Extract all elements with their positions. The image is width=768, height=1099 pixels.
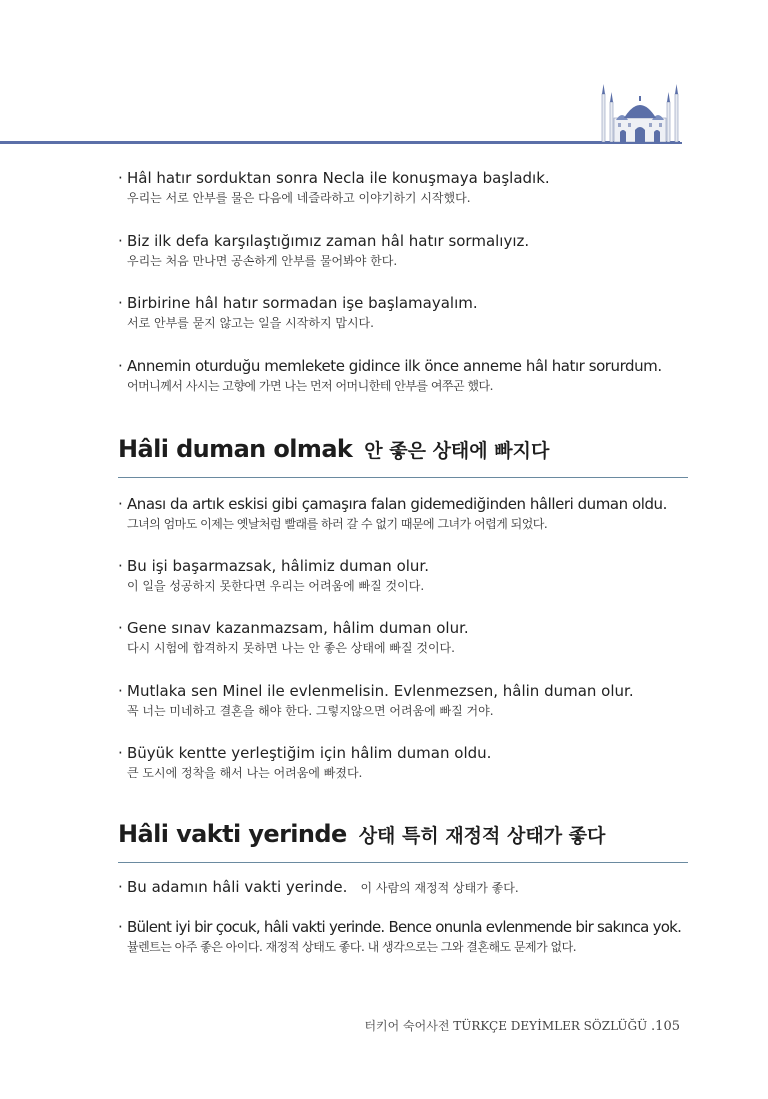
- bullet: ·: [118, 232, 123, 250]
- bullet: ·: [118, 682, 123, 700]
- example-turkish: Mutlaka sen Minel ile evlenmelisin. Evlenmezsen, hâlin duman olur.: [127, 682, 634, 700]
- section-hali-vakti: [118, 877, 688, 956]
- section-continuation: [118, 168, 688, 395]
- bullet: ·: [118, 918, 123, 936]
- example-turkish: Büyük kentte yerleştiğim için hâlim duman oldu.: [127, 744, 492, 762]
- page-number: .105: [651, 1019, 680, 1034]
- example-item: [118, 681, 688, 720]
- idiom-heading: [118, 435, 688, 478]
- example-turkish: Birbirine hâl hatır sormadan işe başlamayalım.: [127, 294, 478, 312]
- example-item: [118, 494, 688, 533]
- bullet: ·: [118, 294, 123, 312]
- bullet: ·: [118, 357, 123, 375]
- example-korean: 어머니께서 사시는 고향에 가면 나는 먼저 어머니한테 안부를 여쭈곤 했다.: [127, 379, 493, 393]
- example-turkish: Bu adamın hâli vakti yerinde.: [127, 878, 348, 896]
- example-korean: 이 일을 성공하지 못한다면 우리는 어려움에 빠질 것이다.: [127, 579, 425, 593]
- example-korean: 그녀의 엄마도 이제는 옛날처럼 빨래를 하러 갈 수 없기 때문에 그녀가 어렵게 되었다.: [127, 517, 548, 531]
- example-turkish: Biz ilk defa karşılaştığımız zaman hâl hatır sormalıyız.: [127, 232, 530, 250]
- bullet: ·: [118, 169, 123, 187]
- bullet: ·: [118, 495, 123, 513]
- idiom-title: Hâli duman olmak: [118, 435, 353, 463]
- idiom-heading: [118, 820, 688, 863]
- mosque-icon: [598, 78, 682, 144]
- example-turkish: Hâl hatır sorduktan sonra Necla ile konuşmaya başladık.: [127, 169, 550, 187]
- example-turkish: Anası da artık eskisi gibi çamaşıra falan gidemediğinden hâlleri duman oldu.: [127, 495, 667, 513]
- example-item: [118, 168, 688, 207]
- example-korean: 뷸렌트는 아주 좋은 아이다. 재정적 상태도 좋다. 내 생각으로는 그와 결혼해도 문제가 없다.: [127, 940, 577, 954]
- footer-label: 터키어 숙어사전 TÜRKÇE DEYİMLER SÖZLÜĞÜ: [364, 1019, 648, 1033]
- page-footer: [364, 1017, 680, 1034]
- example-item: [118, 877, 688, 897]
- example-turkish: Gene sınav kazanmazsam, hâlim duman olur.: [127, 619, 469, 637]
- dictionary-content: [118, 168, 688, 956]
- idiom-title: Hâli vakti yerinde: [118, 820, 347, 848]
- idiom-meaning: 안 좋은 상태에 빠지다: [364, 440, 550, 462]
- header-rule: [0, 141, 680, 144]
- example-item: [118, 293, 688, 332]
- example-korean: 다시 시험에 합격하지 못하면 나는 안 좋은 상태에 빠질 것이다.: [127, 641, 455, 655]
- example-item: [118, 917, 688, 956]
- section-hali-duman: [118, 494, 688, 782]
- example-korean: 꼭 너는 미네하고 결혼을 해야 한다. 그렇지않으면 어려움에 빠질 거야.: [127, 704, 494, 718]
- example-korean: 우리는 서로 안부를 물은 다음에 네즐라하고 이야기하기 시작했다.: [127, 191, 471, 205]
- example-item: [118, 231, 688, 270]
- example-item: [118, 356, 688, 395]
- example-item: [118, 556, 688, 595]
- example-item: [118, 618, 688, 657]
- idiom-meaning: 상태 특히 재정적 상태가 좋다: [358, 825, 606, 847]
- example-item: [118, 743, 688, 782]
- example-turkish: Annemin oturduğu memlekete gidince ilk önce anneme hâl hatır sorurdum.: [127, 357, 662, 375]
- example-korean: 서로 안부를 묻지 않고는 일을 시작하지 맙시다.: [127, 316, 374, 330]
- example-korean: 우리는 처음 만나면 공손하게 안부를 물어봐야 한다.: [127, 254, 398, 268]
- bullet: ·: [118, 878, 123, 896]
- bullet: ·: [118, 557, 123, 575]
- example-turkish: Bülent iyi bir çocuk, hâli vakti yerinde. Bence onunla evlenmende bir sakınca yok.: [127, 918, 682, 936]
- bullet: ·: [118, 619, 123, 637]
- example-turkish: Bu işi başarmazsak, hâlimiz duman olur.: [127, 557, 429, 575]
- example-korean: 큰 도시에 정착을 해서 나는 어려움에 빠졌다.: [127, 766, 363, 780]
- bullet: ·: [118, 744, 123, 762]
- example-korean: 이 사람의 재정적 상태가 좋다.: [360, 881, 519, 895]
